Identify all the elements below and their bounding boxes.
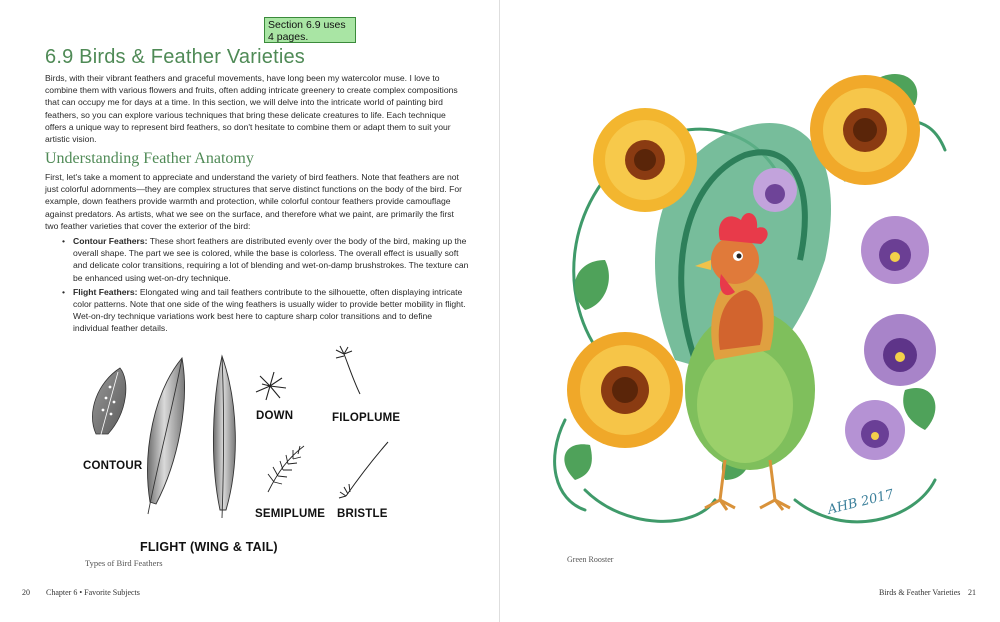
running-footer-left: Chapter 6 • Favorite Subjects — [46, 588, 140, 597]
label-bristle: BRISTLE — [337, 508, 388, 520]
feather-illustration — [78, 342, 418, 570]
label-flight: FLIGHT (WING & TAIL) — [140, 540, 278, 554]
artwork-caption: Green Rooster — [567, 555, 614, 564]
anatomy-paragraph: First, let's take a moment to appreciate and understand the variety of bird feathers. Note that feathers are not just colorful adornments—they are complex structures that serve distinct functions on the body of the bird. For example, down feathers provide warmth and protection, while colorful contour feathers provide camouflage against predators. As artists, what we see on the surface, and therefore what we paint, are primarily the first two feather varieties that cover the exterior of the bird: — [45, 172, 462, 231]
sunflower-icon — [593, 108, 697, 212]
pansy-icon — [864, 314, 936, 386]
left-page — [0, 0, 499, 622]
page-number-right: 21 — [968, 588, 976, 597]
artist-signature: AHB 2017 — [826, 487, 896, 518]
contour-feather-icon — [92, 368, 125, 438]
bullet-text: These short feathers are distributed evenly over the body of the bird, making up the overall shape. The part we see is colored, while the base is colorless. The overall effect is usually soft and delicate color transitions, requiring a lot of blending and wet-on-damp brushstrokes. The texture can be enhanced using wet-on-dry technique. — [73, 236, 469, 283]
section-title: 6.9 Birds & Feather Varieties — [45, 46, 305, 68]
bullet-term: Contour Feathers: — [73, 236, 148, 246]
bullet-icon: • — [62, 286, 66, 297]
pansy-icon — [861, 216, 929, 284]
down-feather-icon — [256, 372, 286, 400]
sunflower-icon — [567, 332, 683, 448]
pansy-icon — [845, 400, 905, 460]
pansy-icon — [753, 168, 797, 212]
figure-caption: Types of Bird Feathers — [85, 558, 163, 568]
semiplume-feather-icon — [268, 446, 304, 492]
intro-paragraph: Birds, with their vibrant feathers and graceful movements, have long been my watercolor muse. I love to combine them with various flowers and fruits, often adding intricate greenery to create complex compositions that can occupy me for days at a time. In this section, we will delve into the intricate world of painting bird feathers, so you can explore various techniques that bring these delicate creatures to life. Each technique offers a unique way to represent bird feathers, so don't hesitate to combine them or adapt them to suit your artistic vision. — [45, 73, 458, 145]
flight-feather-icon — [213, 356, 235, 518]
bullet-icon: • — [62, 236, 66, 246]
label-semiplume: SEMIPLUME — [255, 508, 326, 520]
rooster-painting — [545, 60, 955, 550]
sunflower-icon — [810, 75, 920, 185]
sticky-note[interactable]: Section 6.9 uses 4 pages. — [264, 17, 356, 43]
flight-feather-icon — [148, 358, 185, 514]
page-number-left: 20 — [22, 588, 30, 597]
green-rooster-artwork — [545, 60, 955, 550]
list-item — [45, 235, 469, 284]
feather-types-figure — [78, 342, 418, 570]
bristle-feather-icon — [339, 442, 388, 498]
feather-bullet-list — [45, 235, 469, 337]
filoplume-feather-icon — [336, 346, 360, 394]
bullet-text: Elongated wing and tail feathers contribute to the silhouette, often displaying intricate color patterns. Note that one side of the wing feathers is usually wider to provide better mobility in flight. Wet-on-dry technique variations work best here to capture sharp color transitions and to define individual feather details. — [73, 286, 466, 334]
label-down: DOWN — [256, 410, 294, 422]
label-contour: CONTOUR — [83, 460, 143, 472]
subheading: Understanding Feather Anatomy — [45, 150, 254, 167]
running-footer-right: Birds & Feather Varieties — [879, 588, 961, 597]
bullet-term: Flight Feathers: — [73, 286, 138, 297]
list-item — [45, 286, 469, 335]
label-filoplume: FILOPLUME — [332, 412, 401, 424]
